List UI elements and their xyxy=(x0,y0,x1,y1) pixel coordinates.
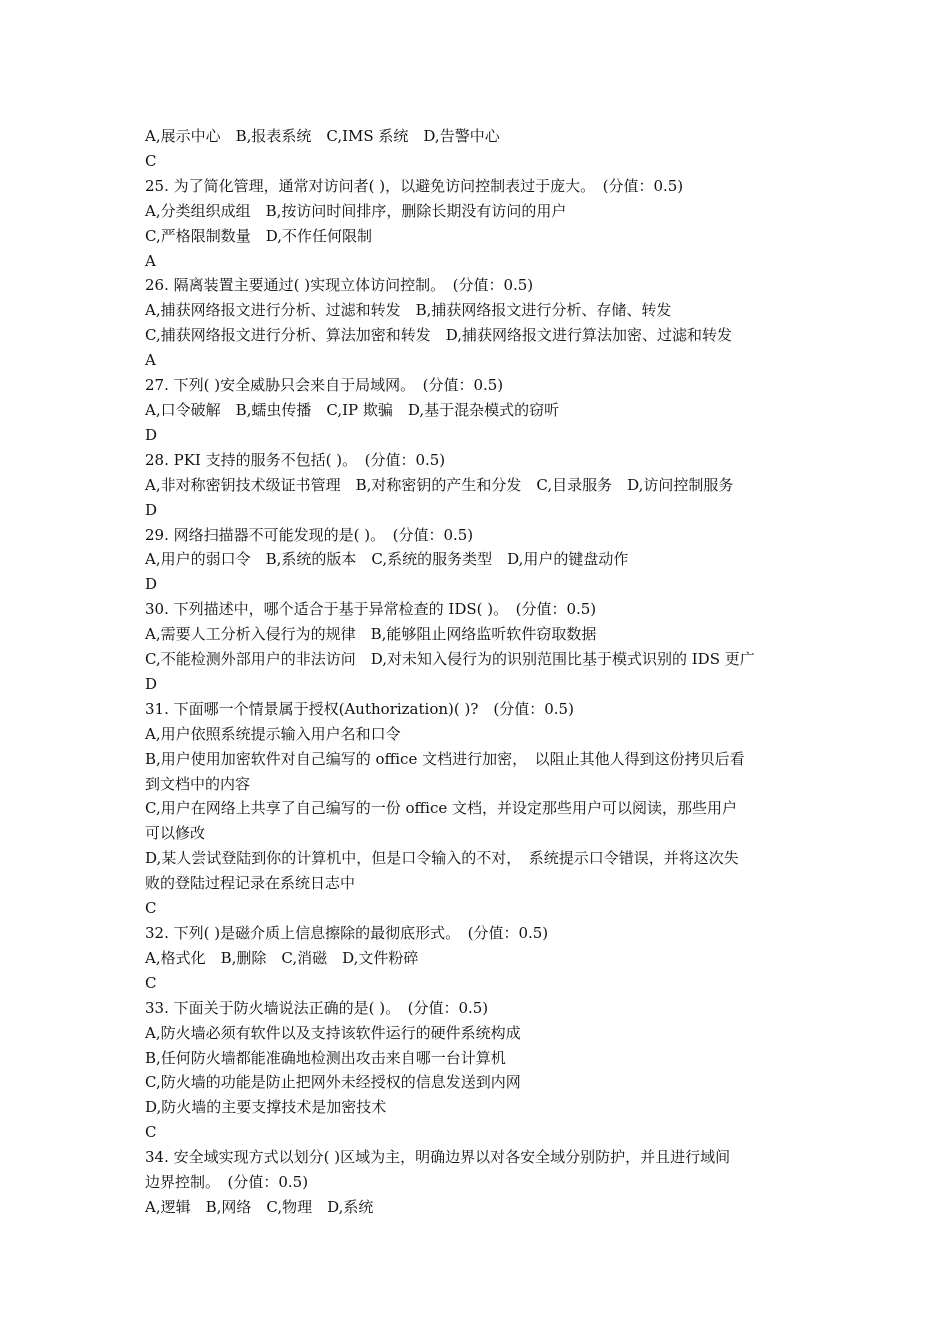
question-25: 25. 为了简化管理，通常对访问者( )，以避免访问控制表过于庞大。 (分值：0.5) xyxy=(145,176,684,195)
options-line: A,用户的弱口令 B,系统的版本 C,系统的服务类型 D,用户的键盘动作 xyxy=(145,550,629,569)
question-32: 32. 下列( )是磁介质上信息擦除的最彻底形式。 (分值：0.5) xyxy=(145,924,549,942)
question-29: 29. 网络扫描器不可能发现的是( )。 (分值：0.5) xyxy=(145,525,474,544)
options-line: C,严格限制数量 D,不作任何限制 xyxy=(145,226,372,245)
question-33: 33. 下面关于防火墙说法正确的是( )。 (分值：0.5) xyxy=(145,998,489,1017)
options-line: A,格式化 B,删除 C,消磁 D,文件粉碎 xyxy=(145,948,419,967)
question-26: 26. 隔离装置主要通过( )实现立体访问控制。 (分值：0.5) xyxy=(145,276,534,295)
options-line: A,口令破解 B,蠕虫传播 C,IP 欺骗 D,基于混杂模式的窃听 xyxy=(145,400,560,419)
options-line: A,防火墙必须有软件以及支持该软件运行的硬件系统构成 xyxy=(145,1023,521,1042)
answer-line: C xyxy=(145,973,157,992)
options-line: 可以修改 xyxy=(145,824,206,843)
answer-line: C xyxy=(145,151,157,170)
answer-line: C xyxy=(145,1123,157,1142)
answer-line: A xyxy=(145,251,156,270)
options-line: B,用户使用加密软件对自己编写的 office 文档进行加密， 以阻止其他人得到这份拷贝后看 xyxy=(145,749,745,768)
options-line: A,需要人工分析入侵行为的规律 B,能够阻止网络监听软件窃取数据 xyxy=(145,625,597,644)
options-line: C,不能检测外部用户的非法访问 D,对未知入侵行为的识别范围比基于模式识别的 IDS 更广 xyxy=(145,650,755,669)
answer-line: C xyxy=(145,899,157,918)
text-line: A,展示中心 B,报表系统 C,IMS 系统 D,告警中心 xyxy=(145,127,500,145)
options-line: C,捕获网络报文进行分析、算法加密和转发 D,捕获网络报文进行算法加密、过滤和转发 xyxy=(145,326,732,345)
answer-line: D xyxy=(145,674,158,693)
answer-line: A xyxy=(145,351,156,370)
question-34: 34. 安全域实现方式以划分( )区域为主，明确边界以对各安全域分别防护，并且进行域间 xyxy=(145,1148,731,1167)
options-line: A,捕获网络报文进行分析、过滤和转发 B,捕获网络报文进行分析、存储、转发 xyxy=(145,301,672,320)
options-line: C,用户在网络上共享了自己编写的一份 office 文档，并设定那些用户可以阅读，那些用户 xyxy=(145,799,738,818)
options-line: 败的登陆过程记录在系统日志中 xyxy=(145,874,356,893)
question-31: 31. 下面哪一个情景属于授权(Authorization)( )? (分值：0.5) xyxy=(145,699,574,718)
answer-line: D xyxy=(145,500,158,519)
answer-line: D xyxy=(145,575,158,594)
question-30: 30. 下列描述中，哪个适合于基于异常检查的 IDS( )。 (分值：0.5) xyxy=(145,600,597,619)
options-line: A,逻辑 B,网络 C,物理 D,系统 xyxy=(145,1197,374,1216)
document-page xyxy=(145,124,815,1220)
options-line: A,非对称密钥技术级证书管理 B,对称密钥的产生和分发 C,目录服务 D,访问控制服务 xyxy=(145,475,734,494)
options-line: A,分类组织成组 B,按访问时间排序，删除长期没有访问的用户 xyxy=(145,201,567,220)
options-line: 到文档中的内容 xyxy=(145,774,251,793)
question-27: 27. 下列( )安全威胁只会来自于局域网。 (分值：0.5) xyxy=(145,376,504,395)
options-line: C,防火墙的功能是防止把网外未经授权的信息发送到内网 xyxy=(145,1073,521,1092)
options-line: B,任何防火墙都能准确地检测出攻击来自哪一台计算机 xyxy=(145,1048,506,1067)
question-28: 28. PKI 支持的服务不包括( )。 (分值：0.5) xyxy=(145,450,446,469)
options-line: D,防火墙的主要支撑技术是加密技术 xyxy=(145,1098,387,1117)
answer-line: D xyxy=(145,425,158,444)
question-34-continued: 边界控制。 (分值：0.5) xyxy=(145,1173,309,1192)
options-line: A,用户依照系统提示输入用户名和口令 xyxy=(145,724,401,743)
options-line: D,某人尝试登陆到你的计算机中，但是口令输入的不对， 系统提示口令错误，并将这次失 xyxy=(145,849,739,868)
